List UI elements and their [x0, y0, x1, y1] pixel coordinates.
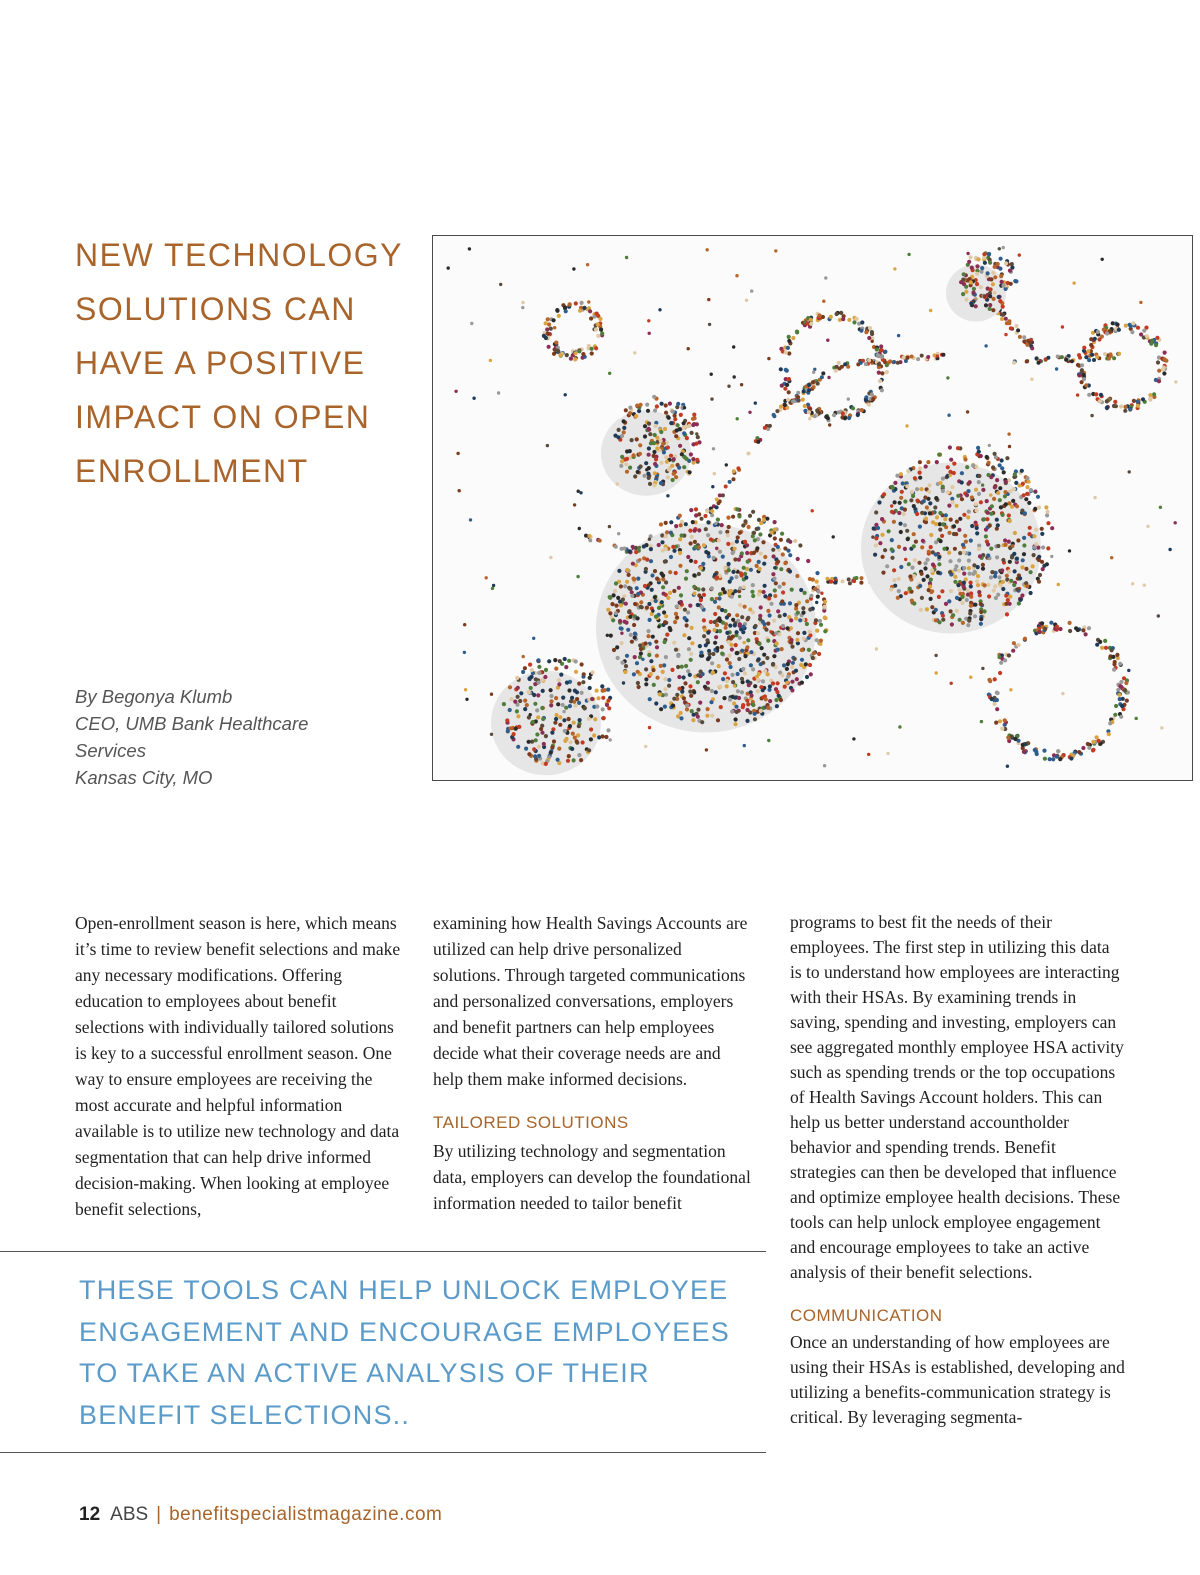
- body-column-1: [75, 910, 405, 1222]
- author-location: Kansas City, MO: [75, 767, 213, 788]
- pull-quote-bottom-rule: [0, 1452, 766, 1453]
- body-paragraph: Open-enrollment season is here, which means it’s time to review benefit selections and make any necessary modifications. Offering education to employees about benefit selections with individually tailored solutions is key to a successful enrollment season. One way to ensure employees are receiving the most accurate and helpful information available is to utilize new technology and data segmentation that can help drive informed decision-making. When looking at employee benefit selections,: [75, 913, 401, 1219]
- footer-separator: |: [156, 1504, 162, 1525]
- byline: [75, 683, 375, 791]
- page-footer: [79, 1504, 442, 1526]
- page-number: 12: [79, 1504, 101, 1525]
- body-paragraph: By utilizing technology and segmentation data, employers can develop the foundational information needed to tailor benefit: [433, 1141, 751, 1213]
- body-paragraph: Once an understanding of how employees are using their HSAs is established, developing and utilizing a benefits-communication strategy is critical. By leveraging segmenta-: [790, 1332, 1125, 1427]
- body-paragraph: examining how Health Savings Accounts are utilized can help drive personalized solutions. Through targeted communications and personalized conversations, employers and benefit partners can help employees decide what their coverage needs are and help them make informed decisions.: [433, 913, 748, 1089]
- body-column-2: [433, 910, 753, 1216]
- author-role: CEO, UMB Bank Healthcare Services: [75, 713, 309, 761]
- article-title: NEW TECHNOLOGY SOLUTIONS CAN HAVE A POSITIVE IMPACT ON OPEN ENROLLMENT: [75, 237, 403, 489]
- pull-quote-top-rule: [0, 1251, 766, 1252]
- author-name: By Begonya Klumb: [75, 686, 233, 707]
- publication-name: ABS: [110, 1504, 149, 1525]
- subhead-communication: COMMUNICATION: [790, 1306, 943, 1325]
- website-link[interactable]: benefitspecialistmagazine.com: [169, 1504, 443, 1525]
- hero-image-crowd-network: [432, 235, 1193, 781]
- body-column-3: [790, 910, 1125, 1430]
- subhead-tailored-solutions: TAILORED SOLUTIONS: [433, 1113, 629, 1132]
- crowd-network-illustration: [433, 236, 1192, 780]
- pull-quote: THESE TOOLS CAN HELP UNLOCK EMPLOYEE ENGAGEMENT AND ENCOURAGE EMPLOYEES TO TAKE AN ACTIVE ANALYSIS OF THEIR BENEFIT SELECTIONS..: [79, 1275, 730, 1430]
- body-paragraph: programs to best fit the needs of their employees. The first step in utilizing this data is to understand how employees are interacting with their HSAs. By examining trends in saving, spending and investing, employers can see aggregated monthly employee HSA activity such as spending trends or the top occupations of Health Savings Account holders. This can help us better understand accountholder behavior and spending trends. Benefit strategies can then be developed that influence and optimize employee health decisions. These tools can help unlock employee engagement and encourage employees to take an active analysis of their benefit selections.: [790, 912, 1124, 1282]
